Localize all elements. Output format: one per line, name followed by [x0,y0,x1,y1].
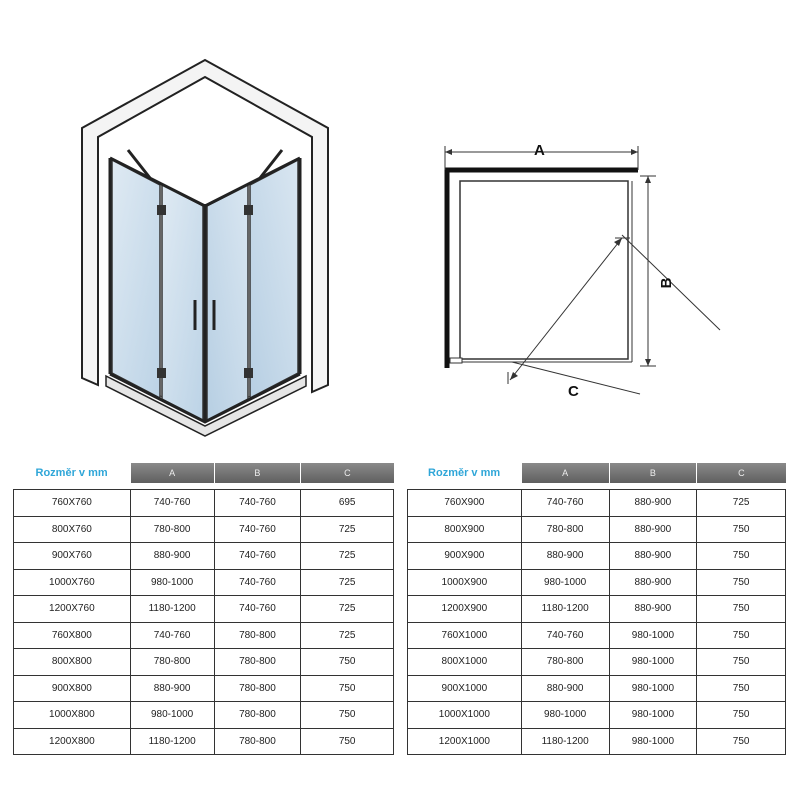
table-row [14,569,394,596]
table-row [14,702,394,729]
table-row [14,649,394,676]
left-fixed-glass-panel [112,160,160,398]
size-cell: 1200X1000 [408,728,522,755]
b-cell: 880-900 [609,543,697,570]
b-cell: 880-900 [609,516,697,543]
table-row [14,490,394,517]
a-cell: 740-760 [130,622,214,649]
dimension-a-label: A [534,142,545,159]
table-row [14,516,394,543]
c-cell: 750 [697,675,786,702]
size-cell: 900X1000 [408,675,522,702]
c-cell: 725 [301,622,394,649]
size-cell: 760X800 [14,622,131,649]
size-cell: 760X900 [408,490,522,517]
table-row [14,675,394,702]
c-cell: 725 [697,490,786,517]
table-row [408,675,786,702]
a-cell: 780-800 [521,516,609,543]
c-cell: 725 [301,596,394,623]
right-fixed-glass-panel [250,160,298,398]
c-cell: 750 [697,516,786,543]
table-row [408,569,786,596]
c-cell: 725 [301,569,394,596]
table-row [408,649,786,676]
c-cell: 750 [301,728,394,755]
size-cell: 1000X800 [14,702,131,729]
a-cell: 740-760 [521,490,609,517]
a-cell: 980-1000 [521,569,609,596]
size-cell: 1200X760 [14,596,131,623]
size-cell: 1000X760 [14,569,131,596]
a-cell: 740-760 [130,490,214,517]
left-door-glass-panel [162,185,203,420]
c-cell: 725 [301,516,394,543]
b-cell: 780-800 [214,622,301,649]
table-row [408,728,786,755]
column-header-b: B [609,463,697,483]
size-cell: 800X1000 [408,649,522,676]
c-cell: 750 [697,596,786,623]
size-cell: 760X760 [14,490,131,517]
b-cell: 980-1000 [609,649,697,676]
b-cell: 880-900 [609,596,697,623]
b-cell: 740-760 [214,516,301,543]
size-cell: 1200X800 [14,728,131,755]
size-cell: 800X800 [14,649,131,676]
a-cell: 880-900 [130,543,214,570]
dimension-c-label: C [568,383,579,400]
table-row [408,596,786,623]
b-cell: 980-1000 [609,728,697,755]
size-cell: 800X760 [14,516,131,543]
c-cell: 750 [301,675,394,702]
table-row [14,622,394,649]
a-cell: 740-760 [521,622,609,649]
size-table-left [13,463,394,755]
a-cell: 980-1000 [130,569,214,596]
b-cell: 880-900 [609,490,697,517]
a-cell: 780-800 [521,649,609,676]
a-cell: 1180-1200 [130,728,214,755]
table-row [408,490,786,517]
column-header-a: A [130,463,214,483]
a-cell: 880-900 [130,675,214,702]
table-title: Rozměr v mm [408,463,522,483]
column-header-b: B [214,463,301,483]
size-cell: 1000X1000 [408,702,522,729]
size-cell: 900X900 [408,543,522,570]
table-row [408,702,786,729]
c-cell: 750 [697,728,786,755]
b-cell: 780-800 [214,649,301,676]
b-cell: 740-760 [214,596,301,623]
a-cell: 980-1000 [521,702,609,729]
b-cell: 780-800 [214,728,301,755]
a-cell: 1180-1200 [521,728,609,755]
size-cell: 1200X900 [408,596,522,623]
c-cell: 695 [301,490,394,517]
c-cell: 750 [697,649,786,676]
table-title: Rozměr v mm [14,463,131,483]
table-row [408,543,786,570]
column-header-c: C [301,463,394,483]
b-cell: 980-1000 [609,675,697,702]
c-cell: 750 [697,702,786,729]
size-cell: 760X1000 [408,622,522,649]
c-cell: 750 [697,569,786,596]
table-row [408,516,786,543]
table-row [14,543,394,570]
a-cell: 780-800 [130,516,214,543]
table-row [408,622,786,649]
a-cell: 1180-1200 [130,596,214,623]
size-cell: 900X760 [14,543,131,570]
a-cell: 1180-1200 [521,596,609,623]
a-cell: 780-800 [130,649,214,676]
c-cell: 750 [301,649,394,676]
size-cell: 800X900 [408,516,522,543]
c-cell: 750 [697,622,786,649]
b-cell: 880-900 [609,569,697,596]
c-cell: 725 [301,543,394,570]
a-cell: 880-900 [521,543,609,570]
stabilizer-bars [128,150,282,178]
column-header-a: A [521,463,609,483]
dimension-b-label: B [658,277,675,289]
a-cell: 980-1000 [130,702,214,729]
size-table-right [407,463,786,755]
b-cell: 740-760 [214,543,301,570]
size-cell: 1000X900 [408,569,522,596]
c-cell: 750 [301,702,394,729]
table-row [14,596,394,623]
a-cell: 880-900 [521,675,609,702]
column-header-c: C [697,463,786,483]
c-cell: 750 [697,543,786,570]
plan-view [445,146,720,394]
b-cell: 780-800 [214,702,301,729]
b-cell: 980-1000 [609,702,697,729]
b-cell: 740-760 [214,490,301,517]
size-cell: 900X800 [14,675,131,702]
b-cell: 780-800 [214,675,301,702]
table-row [14,728,394,755]
b-cell: 980-1000 [609,622,697,649]
b-cell: 740-760 [214,569,301,596]
